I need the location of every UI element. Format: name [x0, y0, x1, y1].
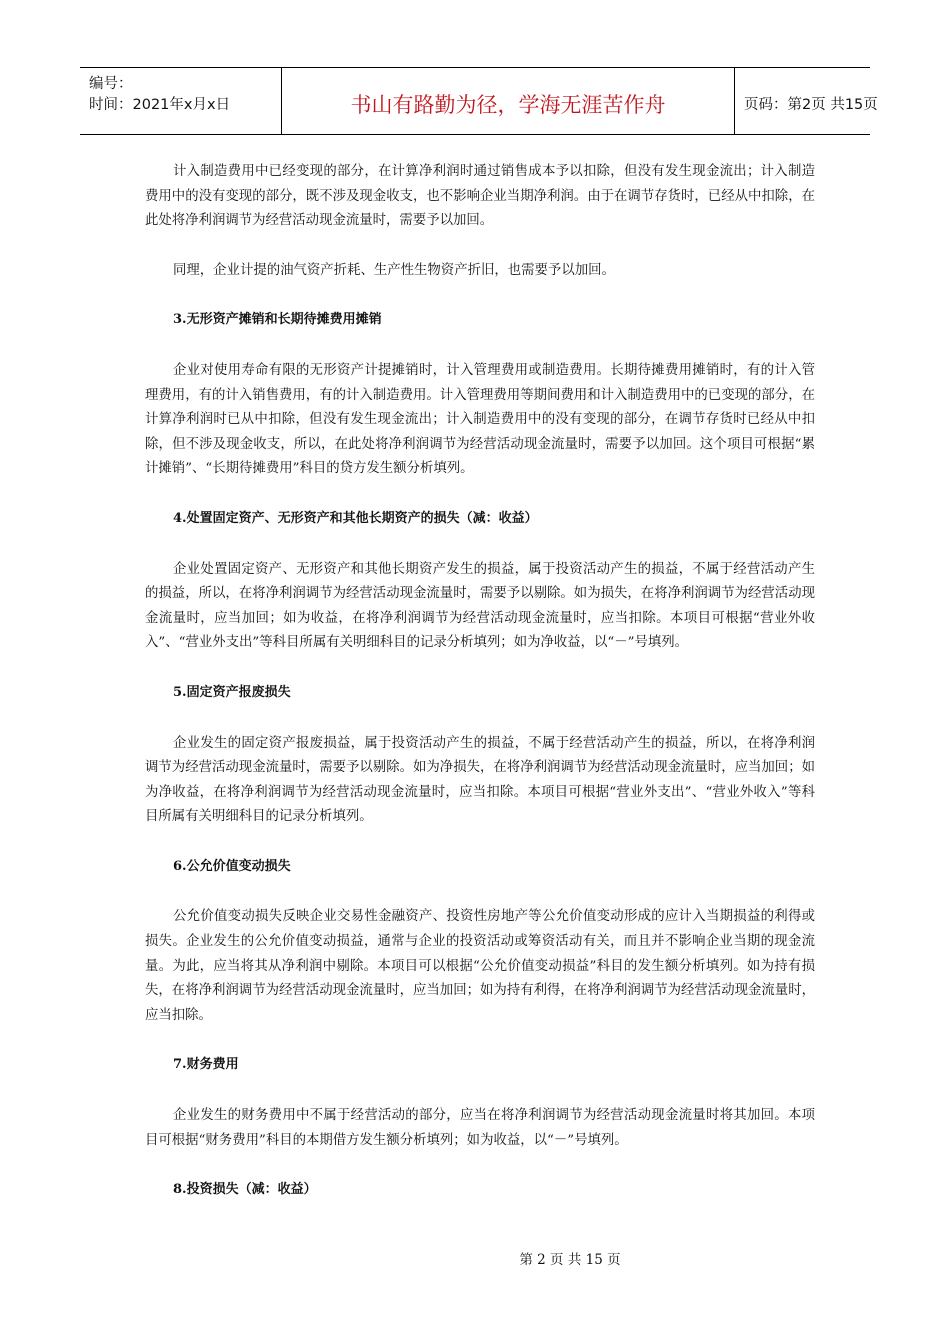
document-date: 时间：2021年x月x日	[89, 97, 231, 113]
page-footer: 第 2 页 共 15 页	[519, 1252, 621, 1268]
paragraph: 计入制造费用中已经变现的部分，在计算净利润时通过销售成本予以扣除，但没有发生现金流出；计入制造费用中的没有变现的部分，既不涉及现金收支，也不影响企业当期净利润。由于在调节存货时，已经从中扣除，在此处将净利润调节为经营活动现金流量时，需要予以加回。	[145, 164, 815, 229]
header-info-cell	[80, 68, 282, 134]
header-page-cell	[735, 68, 878, 134]
paragraph: 企业对使用寿命有限的无形资产计提摊销时，计入管理费用或制造费用。长期待摊费用摊销时，有的计入管理费用，有的计入销售费用，有的计入制造费用。计入管理费用等期间费用和计入制造费用中的已变现的部分，在计算净利润时已从中扣除，但没有发生现金流出；计入制造费用中的没有变现的部分，在调节存货时已经从中扣除，但不涉及现金收支，所以，在此处将净利润调节为经营活动现金流量时，需要予以加回。这个项目可根据“累计摊销”、“长期待摊费用”科目的贷方发生额分析填列。	[145, 362, 815, 477]
section-heading: 7.财务费用	[173, 1057, 239, 1073]
document-number-label: 编号：	[89, 76, 133, 92]
section-heading: 3.无形资产摊销和长期待摊费用摊销	[173, 312, 382, 328]
paragraph: 企业处置固定资产、无形资产和其他长期资产发生的损益，属于投资活动产生的损益，不属于经营活动产生的损益，所以，在将净利润调节为经营活动现金流量时，需要予以剔除。如为损失，在将净利润调节为经营活动现金流量时，应当加回；如为收益，在将净利润调节为经营活动现金流量时，应当扣除。本项目可根据“营业外收入”、“营业外支出”等科目所属有关明细科目的记录分析填列；如为净收益，以“－”号填列。	[145, 561, 815, 651]
paragraph: 同理，企业计提的油气资产折耗、生产性生物资产折旧，也需要予以加回。	[173, 262, 615, 278]
section-heading: 8.投资损失（减：收益）	[173, 1182, 317, 1198]
section-heading: 4.处置固定资产、无形资产和其他长期资产的损失（减：收益）	[173, 510, 538, 526]
section-heading: 6.公允价值变动损失	[173, 858, 291, 874]
page-header	[80, 67, 878, 135]
header-page-code: 页码：第2页 共15页	[744, 97, 878, 113]
header-motto: 书山有路勤为径，学海无涯苦作舟	[350, 93, 666, 117]
section-heading: 5.固定资产报废损失	[173, 684, 291, 700]
header-motto-cell	[282, 68, 735, 134]
document-body	[145, 160, 815, 1229]
paragraph: 企业发生的财务费用中不属于经营活动的部分，应当在将净利润调节为经营活动现金流量时将其加回。本项目可根据“财务费用”科目的本期借方发生额分析填列；如为收益，以“－”号填列。	[145, 1108, 815, 1148]
paragraph: 企业发生的固定资产报废损益，属于投资活动产生的损益，不属于经营活动产生的损益，所以，在将净利润调节为经营活动现金流量时，需要予以剔除。如为净损失，在将净利润调节为经营活动现金流量时，应当加回；如为净收益，在将净利润调节为经营活动现金流量时，应当扣除。本项目可根据“营业外支出”、“营业外收入”等科目所属有关明细科目的记录分析填列。	[145, 735, 815, 825]
paragraph: 公允价值变动损失反映企业交易性金融资产、投资性房地产等公允价值变动形成的应计入当期损益的利得或损失。企业发生的公允价值变动损益，通常与企业的投资活动或筹资活动有关，而且并不影响企业当期的现金流量。为此，应当将其从净利润中剔除。本项目可以根据“公允价值变动损益”科目的发生额分析填列。如为持有损失，在将净利润调节为经营活动现金流量时，应当加回；如为持有利得，在将净利润调节为经营活动现金流量时，应当扣除。	[145, 909, 815, 1023]
